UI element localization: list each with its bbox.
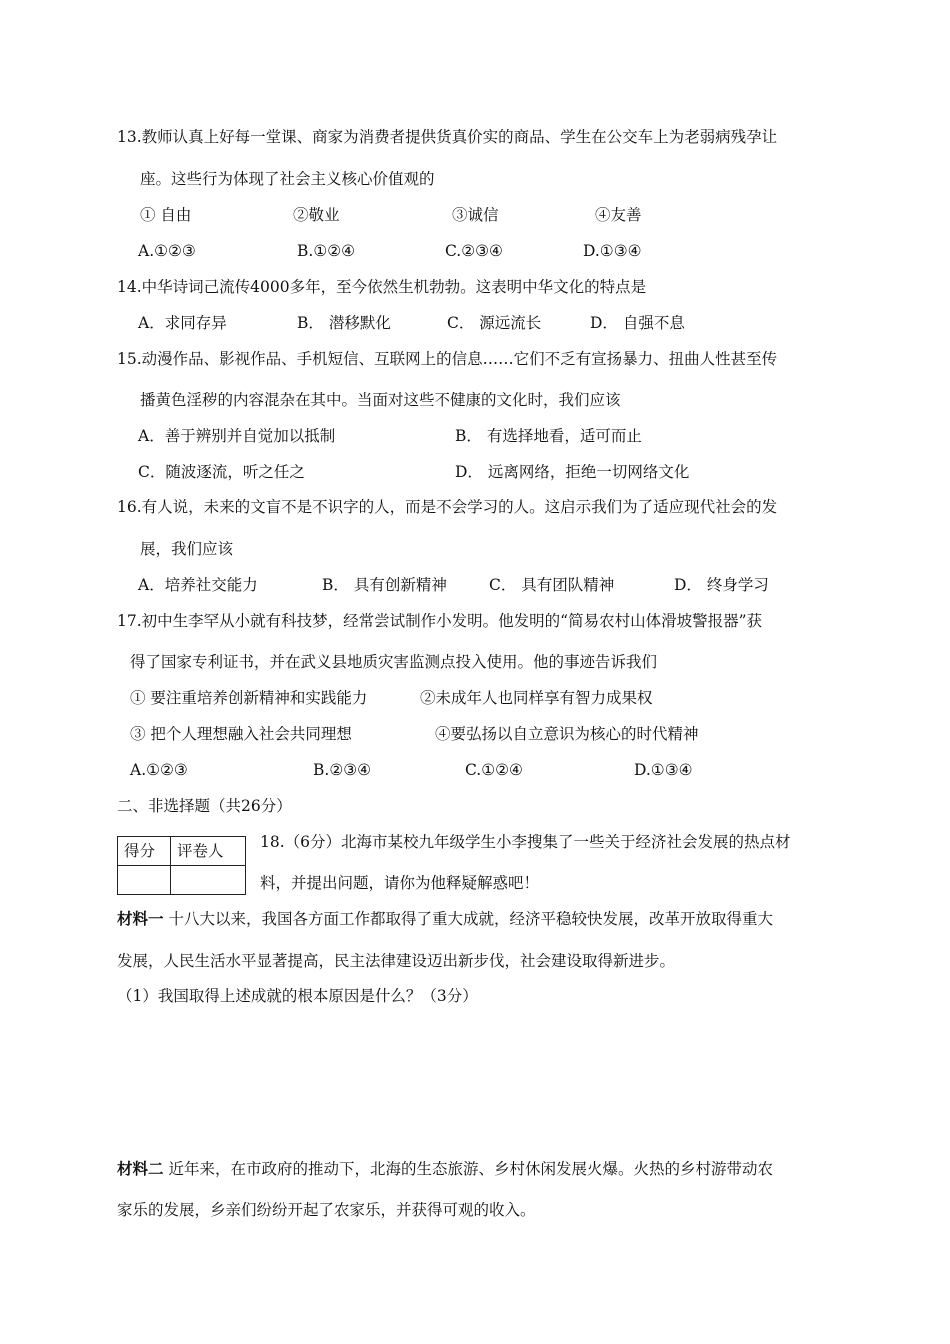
q13-item-1: ① 自由	[140, 206, 192, 224]
q17-choice-a: A.①②③	[130, 761, 188, 779]
q16-choice-d: D． 终身学习	[674, 576, 769, 594]
q13-choice-c: C.②③④	[445, 242, 503, 260]
score-cell[interactable]	[118, 866, 171, 895]
q15-choice-b: B． 有选择地看，适可而止	[455, 427, 642, 445]
q17-item-4: ④要弘扬以自立意识为核心的时代精神	[435, 725, 699, 743]
q18-intro-line2: 料，并提出问题，请你为他释疑解惑吧！	[260, 874, 540, 892]
q13-stem-line2: 座。这些行为体现了社会主义核心价值观的	[140, 170, 435, 188]
q14-choice-b: B． 潜移默化	[297, 314, 391, 332]
q17-choice-c: C.①②④	[465, 761, 523, 779]
material2-label: 材料二	[117, 1159, 164, 1178]
q16-choice-c: C． 具有团队精神	[489, 576, 615, 594]
q16-stem-line1: 16.有人说，未来的文盲不是不识字的人，而是不会学习的人。这启示我们为了适应现代社会的发	[117, 498, 778, 516]
q17-item-2: ②未成年人也同样享有智力成果权	[420, 689, 653, 707]
section2-heading: 二、非选择题（共26分）	[117, 797, 292, 815]
q15-stem-line1: 15.动漫作品、影视作品、手机短信、互联网上的信息……它们不乏有宣扬暴力、扭曲人性甚至传	[117, 350, 778, 368]
q17-choice-b: B.②③④	[313, 761, 372, 779]
q13-stem-line1: 13.教师认真上好每一堂课、商家为消费者提供货真价实的商品、学生在公交车上为老弱病残孕让	[117, 128, 778, 146]
q18-sub1-question: （1）我国取得上述成就的根本原因是什么？（3分）	[117, 987, 478, 1005]
q17-choice-d: D.①③④	[634, 761, 693, 779]
q16-choice-a: A．培养社交能力	[138, 576, 258, 594]
grader-header: 评卷人	[171, 837, 246, 866]
q18-intro-line1: 18.（6分）北海市某校九年级学生小李搜集了一些关于经济社会发展的热点材	[260, 833, 791, 851]
material1-line2: 发展，人民生活水平显著提高，民主法律建设迈出新步伐，社会建设取得新进步。	[117, 952, 676, 970]
grader-cell[interactable]	[171, 866, 246, 895]
q13-item-3: ③诚信	[452, 206, 499, 224]
material1-line1	[117, 909, 773, 929]
q17-stem-line2: 得了国家专利证书，并在武义县地质灾害监测点投入使用。他的事迹告诉我们	[130, 653, 658, 671]
score-header: 得分	[118, 837, 171, 866]
material2-line2: 家乐的发展，乡亲们纷纷开起了农家乐，并获得可观的收入。	[117, 1201, 536, 1219]
q13-choice-b: B.①②④	[297, 242, 356, 260]
material1-text-line1: 十八大以来，我国各方面工作都取得了重大成就，经济平稳较快发展，改革开放取得重大	[163, 910, 773, 928]
q15-choice-a: A．善于辨别并自觉加以抵制	[138, 427, 336, 445]
q16-stem-line2: 展，我们应该	[140, 540, 234, 558]
q15-choice-c: C．随波逐流，听之任之	[138, 463, 305, 481]
material1-label: 材料一	[117, 909, 164, 928]
q14-choice-c: C． 源远流长	[447, 314, 542, 332]
q16-choice-b: B． 具有创新精神	[322, 576, 447, 594]
q17-item-1: ① 要注重培养创新精神和实践能力	[130, 689, 368, 707]
q17-item-3: ③ 把个人理想融入社会共同理想	[130, 725, 352, 743]
q13-choice-a: A.①②③	[138, 242, 196, 260]
q13-item-4: ④友善	[595, 206, 642, 224]
material2-text-line1: 近年来，在市政府的推动下，北海的生态旅游、乡村休闲发展火爆。火热的乡村游带动农	[163, 1160, 773, 1178]
q17-stem-line1: 17.初中生李罕从小就有科技梦，经常尝试制作小发明。他发明的“简易农村山体滑坡警报器”获	[117, 612, 763, 630]
q15-stem-line2: 播黄色淫秽的内容混杂在其中。当面对这些不健康的文化时，我们应该	[140, 391, 621, 409]
q14-stem: 14.中华诗词己流传4000多年，至今依然生机勃勃。这表明中华文化的特点是	[117, 278, 647, 296]
q14-choice-a: A．求同存异	[138, 314, 227, 332]
score-table	[117, 836, 246, 895]
q13-choice-d: D.①③④	[583, 242, 642, 260]
q13-item-2: ②敬业	[293, 206, 340, 224]
material2-line1	[117, 1159, 773, 1179]
q15-choice-d: D． 远离网络，拒绝一切网络文化	[455, 463, 690, 481]
q14-choice-d: D． 自强不息	[590, 314, 685, 332]
